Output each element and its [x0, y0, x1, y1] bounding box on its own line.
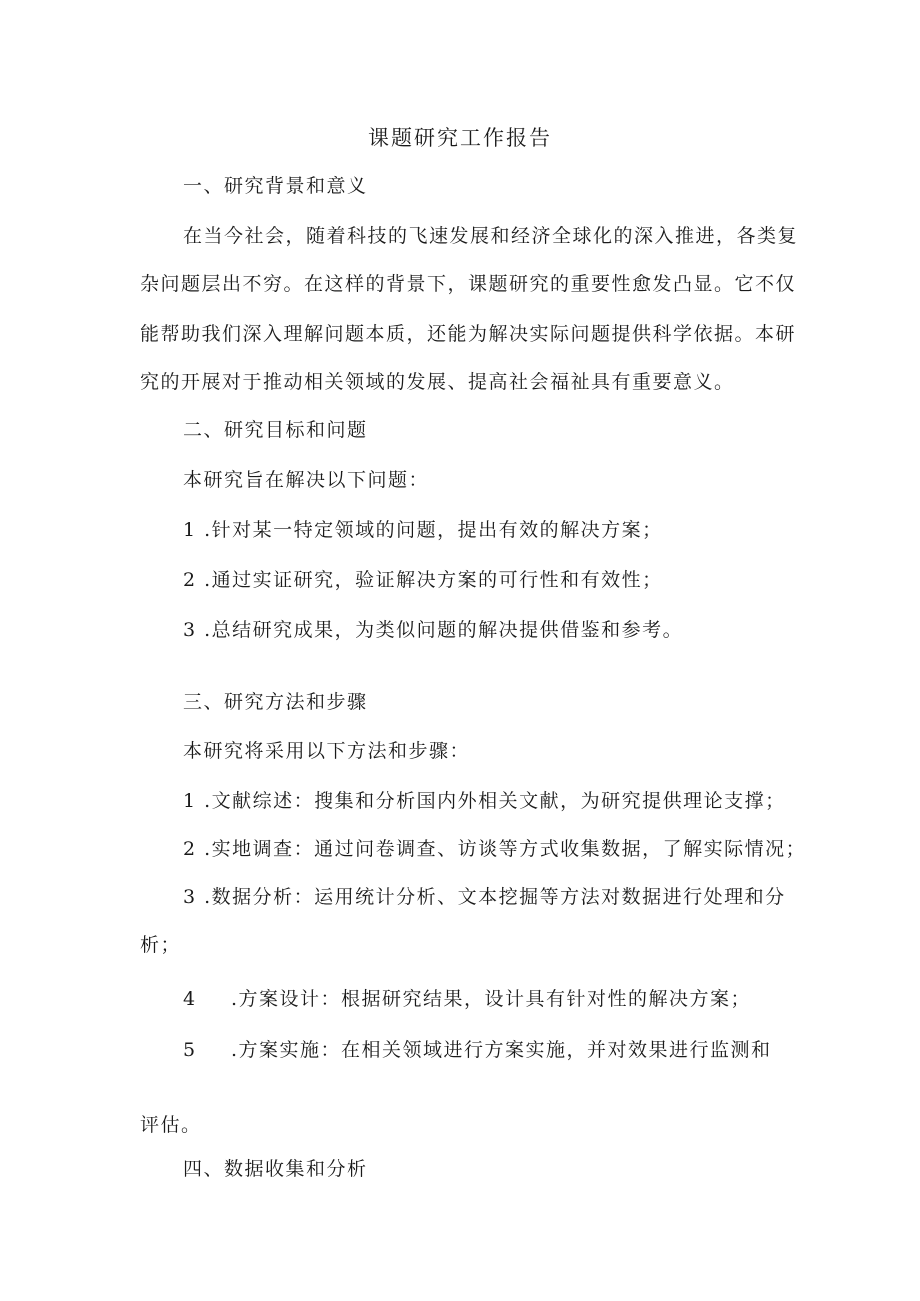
list-item-number: 2 [183, 838, 197, 860]
list-item-text: .针对某一特定领域的问题，提出有效的解决方案； [204, 519, 663, 541]
list-item-text: .方案实施：在相关领域进行方案实施，并对效果进行监测和 [231, 1039, 772, 1061]
list-item [183, 789, 786, 813]
list-item-text: .实地调查：通过问卷调查、访谈等方式收集数据，了解实际情况； [204, 838, 807, 860]
list-item [183, 568, 663, 592]
list-item-number: 2 [183, 569, 197, 591]
paragraph-line: 杂问题层出不穷。在这样的背景下，课题研究的重要性愈发凸显。它不仅 [140, 273, 797, 295]
list-item-continuation: 评估。 [140, 1114, 202, 1136]
list-item [183, 618, 683, 642]
list-item-text: .数据分析：运用统计分析、文本挖掘等方法对数据进行处理和分 [204, 886, 786, 908]
list-item-text: .方案设计：根据研究结果，设计具有针对性的解决方案； [231, 988, 752, 1010]
list-item-text: .文献综述：搜集和分析国内外相关文献，为研究提供理论支撑； [204, 790, 786, 812]
list-item-number: 1 [183, 519, 197, 541]
list-item-number: 1 [183, 790, 197, 812]
list-item-number: 3 [183, 886, 197, 908]
document-title: 课题研究工作报告 [368, 126, 552, 150]
paragraph-line: 在当今社会，随着科技的飞速发展和经济全球化的深入推进，各类复 [183, 225, 799, 247]
list-item-number: 3 [183, 619, 197, 641]
paragraph-line: 能帮助我们深入理解问题本质，还能为解决实际问题提供科学依据。本研 [140, 323, 797, 345]
list-item-number: 5 [183, 1039, 197, 1061]
list-item [183, 837, 806, 861]
paragraph-line: 究的开展对于推动相关领域的发展、提高社会福祉具有重要意义。 [140, 371, 735, 393]
list-item-number: 4 [183, 988, 197, 1010]
section-intro: 本研究旨在解决以下问题： [183, 469, 430, 491]
section-heading-4: 四、数据收集和分析 [183, 1158, 368, 1180]
list-item-continuation: 析； [140, 934, 182, 956]
section-heading-2: 二、研究目标和问题 [183, 419, 368, 441]
list-item [183, 518, 663, 542]
list-item-text: .总结研究成果，为类似问题的解决提供借鉴和参考。 [204, 619, 684, 641]
list-item-text: .通过实证研究，验证解决方案的可行性和有效性； [204, 569, 663, 591]
section-intro: 本研究将采用以下方法和步骤： [183, 740, 471, 762]
list-item [183, 885, 786, 909]
section-heading-3: 三、研究方法和步骤 [183, 691, 368, 713]
list-item [183, 987, 751, 1011]
section-heading-1: 一、研究背景和意义 [183, 175, 368, 197]
list-item [183, 1038, 772, 1062]
